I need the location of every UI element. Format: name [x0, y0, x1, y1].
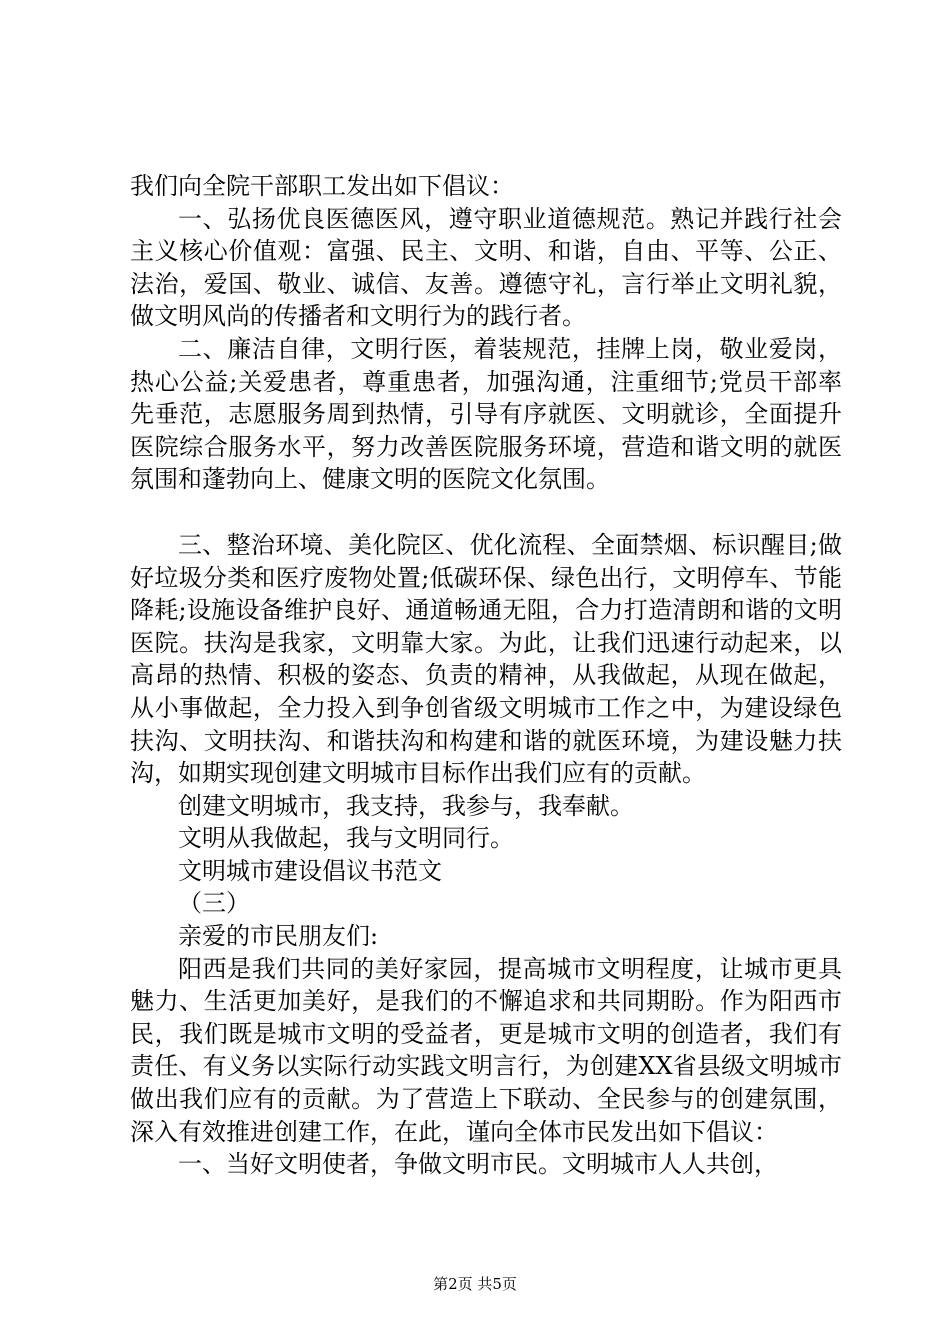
slogan-line-1: 创建文明城市，我支持，我参与，我奉献。 — [178, 791, 634, 820]
section-number: （三） — [178, 889, 250, 918]
paragraph-item-1: 一、弘扬优良医德医风，遵守职业道德规范。熟记并践行社会主义核心价值观：富强、民主、文明、和谐，自由、平等、公正、法治，爱国、敬业、诚信、友善。遵德守礼，言行举止文明礼貌，做文明风尚的传播者和文明行为的践行者。 — [130, 204, 842, 331]
salutation: 亲爱的市民朋友们: — [178, 922, 379, 951]
slogan-line-2: 文明从我做起，我与文明同行。 — [178, 824, 514, 853]
paragraph-item-2: 二、廉洁自律，文明行医，着装规范，挂牌上岗，敬业爱岗，热心公益;关爱患者，尊重患者，加强沟通，注重细节;党员干部率先垂范，志愿服务周到热情，引导有序就医、文明就诊，全面提升医院综合服务水平，努力改善医院服务环境，营造和谐文明的就医氛围和蓬勃向上、健康文明的医院文化氛围。 — [130, 334, 842, 494]
paragraph-item-1-partial: 一、当好文明使者，争做文明市民。文明城市人人共创， — [178, 1150, 778, 1179]
paragraph-body: 阳西是我们共同的美好家园，提高城市文明程度，让城市更具魅力、生活更加美好，是我们的不懈追求和共同期盼。作为阳西市民，我们既是城市文明的受益者，更是城市文明的创造者，我们有责任、有义务以实际行动实践文明言行，为创建XX省县级文明城市做出我们应有的贡献。为了营造上下联动、全民参与的创建氛围，深入有效推进创建工作，在此，谨向全体市民发出如下倡议： — [130, 954, 842, 1146]
paragraph-intro: 我们向全院干部职工发出如下倡议： — [130, 172, 514, 200]
paragraph-item-3: 三、整治环境、美化院区、优化流程、全面禁烟、标识醒目;做好垃圾分类和医疗废物处置;低碳环保、绿色出行，文明停车、节能降耗;设施设备维护良好、通道畅通无阻，合力打造清朗和谐的文明医院。扶沟是我家，文明靠大家。为此，让我们迅速行动起来，以高昂的热情、积极的姿态、负责的精神，从我做起，从现在做起，从小事做起，全力投入到争创省级文明城市工作之中，为建设绿色扶沟、文明扶沟、和谐扶沟和构建和谐的就医环境，为建设魅力扶沟，如期实现创建文明城市目标作出我们应有的贡献。 — [130, 530, 842, 788]
section-title: 文明城市建设倡议书范文 — [178, 856, 442, 885]
document-body — [130, 170, 842, 1181]
paragraph-gap — [130, 496, 842, 529]
page-number: 第2页 共5页 — [433, 1275, 517, 1293]
